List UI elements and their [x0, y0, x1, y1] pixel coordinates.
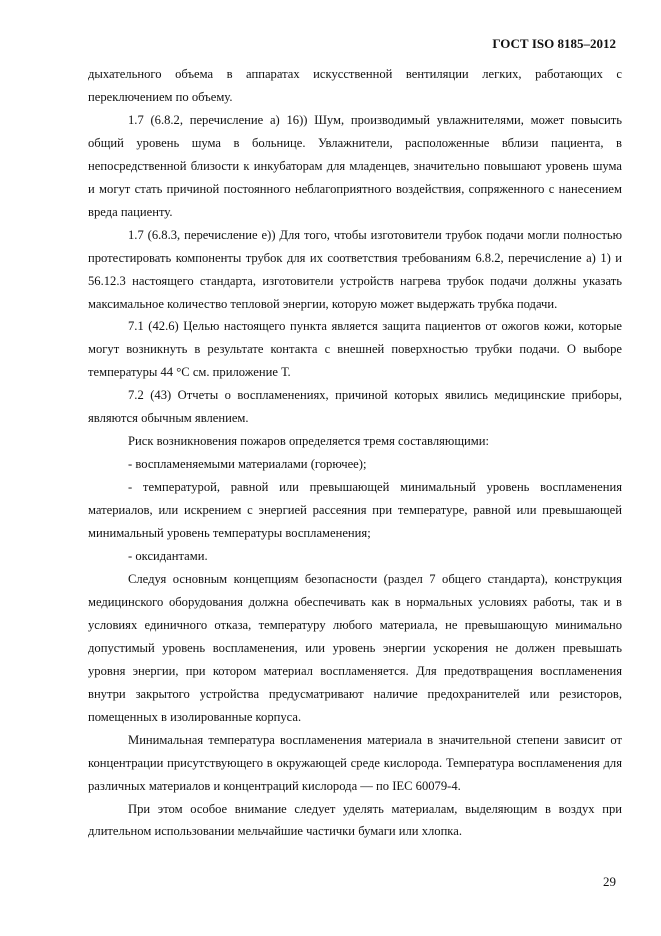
- paragraph-continuation: дыхательного объема в аппаратах искусственной вентиляции легких, работающих с переключением по объему.: [88, 67, 622, 104]
- paragraph-particles: При этом особое внимание следует уделять материалам, выделяющим в воздух при длительном использовании мельчайшие частички бумаги или хлопка.: [88, 801, 622, 839]
- paragraph-1-7-noise: 1.7 (6.8.2, перечисление а) 16)) Шум, производимый увлажнителями, может повысить общий уровень шума в больнице. Увлажнители, расположенные вблизи пациента, в непосредственной близости к инкубаторам для младенцев, значительно повышают уровень шума и могут стать причиной постоянного неблагоприятного воздействия, сопряженного с нанесением вреда пациенту.: [88, 112, 622, 219]
- document-body: [88, 63, 622, 843]
- paragraph-safety-concepts: Следуя основным концепциям безопасности (раздел 7 общего стандарта), конструкция медицинского оборудования должна обеспечивать как в нормальных условиях работы, так и в условиях единичного отказа, температуру любого материала, не превышающую минимально допустимый уровень воспламенения, или уровень энергии ускорения не должен превышать уровня энергии, при котором материал воспламеняется. Для предотвращения воспламенения внутри закрытого устройства предусматривают наличие предохранителей или резисторов, помещенных в изолированные корпуса.: [88, 571, 622, 724]
- list-item-temperature: - температурой, равной или превышающей минимальный уровень воспламенения материалов, или искрением с энергией рассеяния при температуре, равной или превышающей минимальный уровень температуры воспламенения;: [88, 480, 622, 541]
- paragraph-1-7-tubes: 1.7 (6.8.3, перечисление е)) Для того, чтобы изготовители трубок подачи могли полностью протестировать компоненты трубок для их соответствия требованиям 6.8.2, перечисление а) 1) и 56.12.3 настоящего стандарта, изготовители устройств нагрева трубок подачи должны указать максимальное количество тепловой энергии, которую может выдержать трубка подачи.: [88, 227, 622, 311]
- paragraph-7-1-burns: 7.1 (42.6) Целью настоящего пункта является защита пациентов от ожогов кожи, которые могут возникнуть в результате контакта с внешней поверхностью трубки подачи. О выборе температуры 44 °С см. приложение Т.: [88, 319, 622, 380]
- paragraph-fire-risk-intro: Риск возникновения пожаров определяется тремя составляющими:: [128, 434, 489, 449]
- paragraph-7-2-fires: 7.2 (43) Отчеты о воспламенениях, причиной которых явились медицинские приборы, являются обычным явлением.: [88, 388, 622, 426]
- paragraph-ignition-temperature: Минимальная температура воспламенения материала в значительной степени зависит от концентрации присутствующего в окружающей среде кислорода. Температура воспламенения для различных материалов и концентраций кислорода — по IEC 60079-4.: [88, 732, 622, 793]
- list-item-oxidants: - оксидантами.: [128, 549, 208, 564]
- list-item-fuel: - воспламеняемыми материалами (горючее);: [128, 457, 367, 472]
- page-number: 29: [603, 874, 616, 889]
- standard-code-header: ГОСТ ISO 8185–2012: [492, 36, 616, 51]
